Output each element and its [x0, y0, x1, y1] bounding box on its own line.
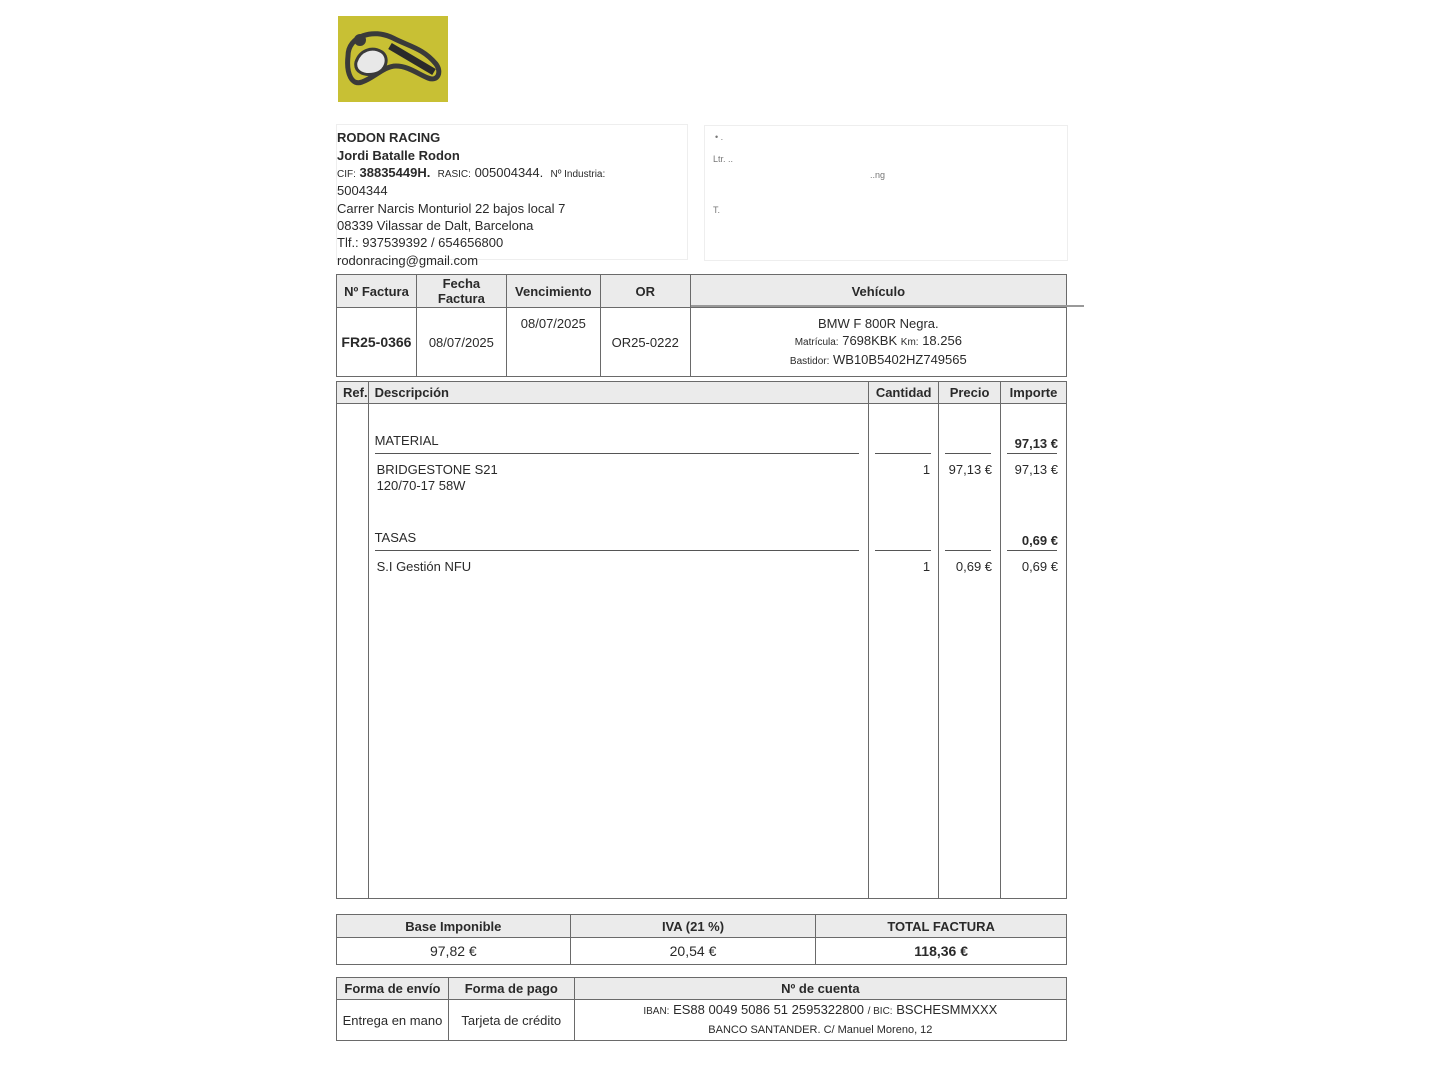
- client-line-4: T.: [713, 205, 721, 215]
- issuer-address-line2: 08339 Vilassar de Dalt, Barcelona: [337, 218, 534, 233]
- amount-column: [1001, 404, 1067, 899]
- vehicle-vin: WB10B5402HZ749565: [833, 351, 967, 367]
- account-details: IBAN: ES88 0049 5086 51 2595322800 / BIC: BSCHESMMXXX BANCO SANTANDER. C/ Manuel Moreno, 12: [574, 1000, 1066, 1041]
- quantity-tasas: 1: [922, 559, 931, 574]
- client-block: [704, 125, 1068, 261]
- group-total-tasas: 0,69 €: [1021, 533, 1058, 548]
- invoice-number: FR25-0366: [337, 308, 417, 377]
- price-tasas: 0,69 €: [955, 559, 993, 574]
- vehicle-km: 18.256: [922, 332, 962, 348]
- header-price: Precio: [939, 382, 1001, 404]
- client-line-2: Ltr. ..: [713, 154, 734, 164]
- issuer-address-line1: Carrer Narcis Monturiol 22 bajos local 7: [337, 201, 566, 216]
- quantity-rule-material: [875, 453, 931, 454]
- header-due-date: Vencimiento: [506, 275, 600, 308]
- iban-value: ES88 0049 5086 51 2595322800: [673, 1002, 864, 1017]
- shipping-value: Entrega en mano: [337, 1000, 449, 1041]
- logo-graphic-icon: [338, 16, 448, 102]
- header-or: OR: [600, 275, 690, 308]
- issuer-email: rodonracing@gmail.com: [337, 253, 479, 268]
- amount-rule-material: [1007, 453, 1057, 454]
- total-value: 118,36 €: [816, 938, 1067, 965]
- issuer-block: [336, 124, 688, 268]
- header-shipping: Forma de envío: [337, 978, 449, 1000]
- quantity-column: [869, 404, 939, 899]
- header-payment-method: Forma de pago: [448, 978, 574, 1000]
- vehicle-plate: 7698KBK: [842, 332, 898, 348]
- invoice-page: [336, 0, 1084, 1080]
- amount-rule-tasas: [1007, 550, 1057, 551]
- issuer-cif: 38835449H.: [359, 165, 431, 180]
- issuer-rasic: 005004344.: [474, 165, 544, 180]
- invoice-info-table: [336, 274, 1067, 377]
- header-amount: Importe: [1001, 382, 1067, 404]
- tax-base-value: 97,82 €: [337, 938, 571, 965]
- scan-line-divider: [691, 305, 1084, 307]
- group-rule-tasas: [375, 550, 859, 551]
- invoice-or: OR25-0222: [600, 308, 690, 377]
- header-total: TOTAL FACTURA: [816, 915, 1067, 938]
- header-description: Descripción: [368, 382, 869, 404]
- price-column: [939, 404, 1001, 899]
- header-tax-base: Base Imponible: [337, 915, 571, 938]
- issuer-ids: CIF: 38835449H. RASIC: 005004344. Nº Industria:: [337, 165, 606, 180]
- bank-address: BANCO SANTANDER. C/ Manuel Moreno, 12: [708, 1024, 933, 1036]
- items-table: [336, 381, 1067, 899]
- amount-tasas: 0,69 €: [1021, 559, 1058, 574]
- header-vat: IVA (21 %): [570, 915, 816, 938]
- vat-value: 20,54 €: [570, 938, 816, 965]
- issuer-name: RODON RACING: [337, 130, 441, 145]
- group-title-material: MATERIAL: [374, 433, 439, 448]
- issuer-industria: 5004344: [337, 183, 388, 198]
- header-account: Nº de cuenta: [574, 978, 1066, 1000]
- price-material: 97,13 €: [948, 462, 993, 477]
- list-item: BRIDGESTONE S21 120/70-17 58W: [376, 462, 498, 493]
- group-total-material: 97,13 €: [1014, 436, 1058, 451]
- issuer-phone: Tlf.: 937539392 / 654656800: [337, 235, 504, 250]
- header-invoice-date: Fecha Factura: [416, 275, 506, 308]
- ref-column: [337, 404, 369, 899]
- vehicle-model: BMW F 800R Negra.: [817, 315, 939, 331]
- issuer-owner: Jordi Batalle Rodon: [337, 148, 460, 163]
- totals-table: [336, 914, 1067, 965]
- group-rule-material: [375, 453, 859, 454]
- description-column: [368, 404, 869, 899]
- invoice-date: 08/07/2025: [416, 308, 506, 377]
- invoice-due-date: 08/07/2025: [506, 308, 600, 377]
- price-rule-tasas: [945, 550, 991, 551]
- group-title-tasas: TASAS: [374, 530, 417, 545]
- quantity-material: 1: [922, 462, 931, 477]
- header-vehicle: Vehículo: [690, 275, 1066, 308]
- list-item: S.I Gestión NFU: [376, 559, 472, 574]
- amount-material: 97,13 €: [1014, 462, 1058, 477]
- price-rule-material: [945, 453, 991, 454]
- company-logo: [338, 16, 448, 102]
- header-quantity: Cantidad: [869, 382, 939, 404]
- bic-value: BSCHESMMXXX: [896, 1002, 998, 1017]
- payment-table: [336, 977, 1067, 1041]
- client-line-1: • .: [715, 132, 724, 142]
- client-line-3: ..ng: [870, 170, 886, 180]
- quantity-rule-tasas: [875, 550, 931, 551]
- vehicle-details: BMW F 800R Negra. Matrícula: 7698KBK Km: 18.256 Bastidor: WB10B5402HZ749565: [690, 308, 1066, 377]
- header-invoice-number: Nº Factura: [337, 275, 417, 308]
- header-ref: Ref.: [337, 382, 369, 404]
- payment-method-value: Tarjeta de crédito: [448, 1000, 574, 1041]
